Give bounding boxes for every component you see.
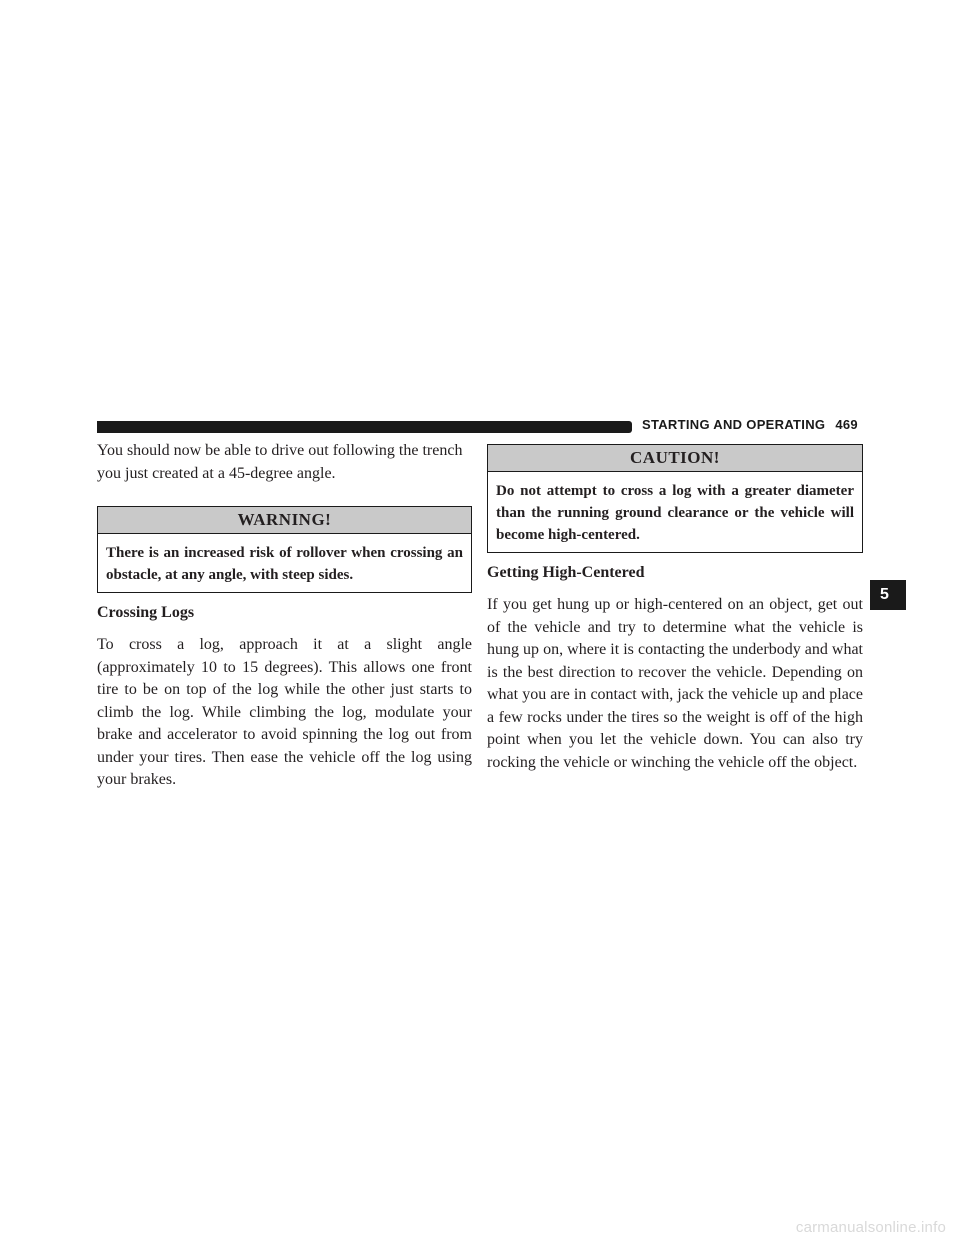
header-rule [97,421,632,433]
warning-title: WARNING! [98,507,471,534]
chapter-tab: 5 [870,580,906,610]
intro-paragraph: You should now be able to drive out following the trench you just created at a 45-degree angle. [97,442,463,482]
crossing-logs-heading: Crossing Logs [97,604,195,621]
section-title: STARTING AND OPERATING [642,417,826,432]
high-centered-heading: Getting High-Centered [487,564,645,581]
caution-title: CAUTION! [488,445,862,472]
right-column [487,440,863,774]
page-number: 469 [835,417,858,432]
warning-text: There is an increased risk of rollover when crossing an obstacle, at any angle, with steep sides. [106,545,463,583]
watermark-text: carmanualsonline.info [795,1219,946,1236]
running-header [642,417,858,432]
warning-box [97,506,472,593]
crossing-logs-paragraph: To cross a log, approach it at a slight angle (approximately 10 to 15 degrees). This allows one front tire to be on top of the log while the other just starts to climb the log. While climbing the log, modulate your brake and accelerator to avoid spinning the log out from under your tires. Then ease the vehicle off the log using your brakes. [97,636,472,788]
caution-text: Do not attempt to cross a log with a greater diameter than the running ground clearance or the vehicle will become high-centered. [496,483,854,543]
left-column [97,440,472,792]
high-centered-paragraph: If you get hung up or high-centered on an object, get out of the vehicle and try to determine what the vehicle is hung up on, where it is contacting the underbody and what is the best direction to recover the vehicle. Depending on what you are in contact with, jack the vehicle up and place a few rocks under the tires so the weight is off of the high point when you let the vehicle down. You can also try rocking the vehicle or winching the vehicle off the object. [487,596,863,771]
caution-box [487,444,863,553]
